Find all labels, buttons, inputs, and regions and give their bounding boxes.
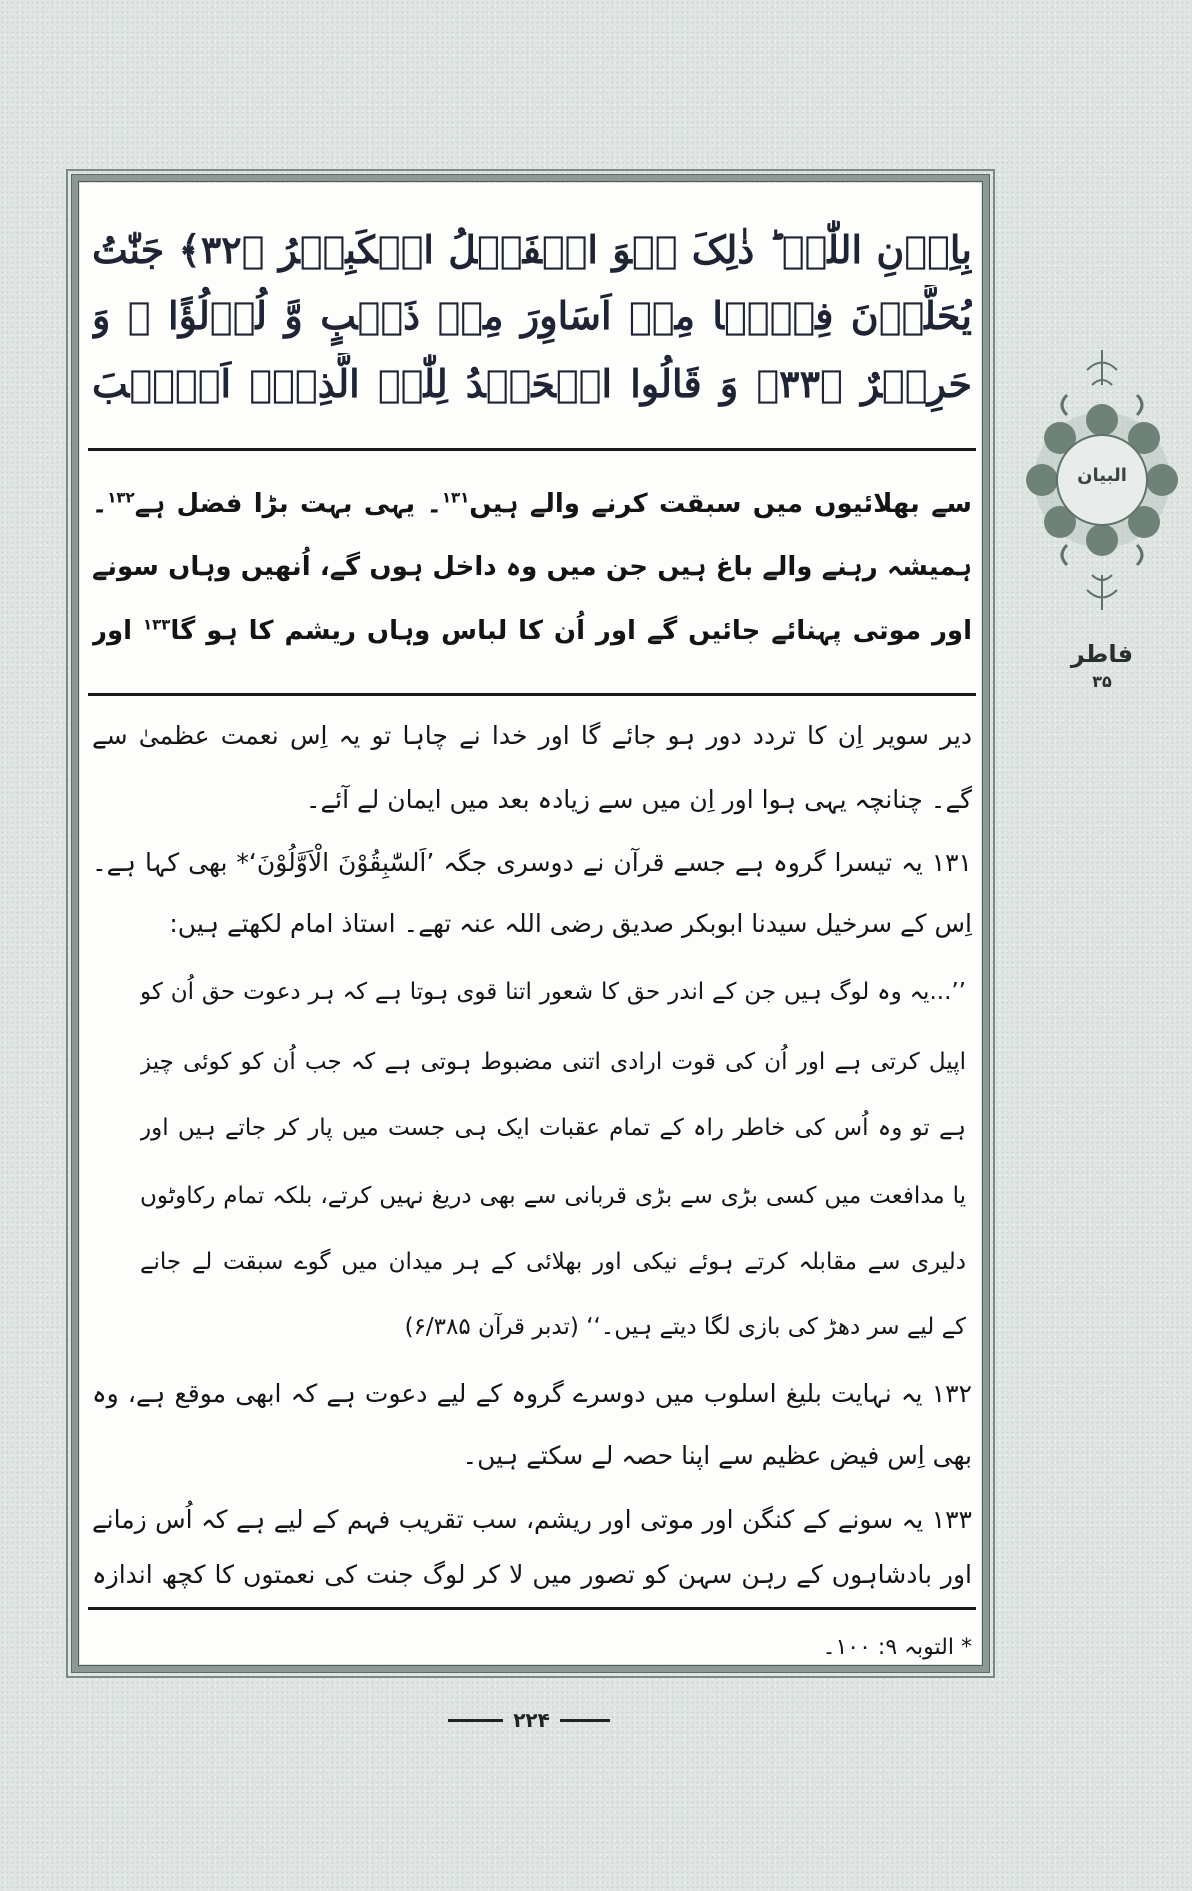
section-divider bbox=[88, 448, 976, 451]
translation-text: اور bbox=[92, 616, 133, 646]
surah-number: ۳۵ bbox=[1092, 672, 1112, 691]
note-marker: ۱۳۱ bbox=[441, 488, 470, 507]
commentary-note-133: ۱۳۳ یہ سونے کے کنگن اور موتی اور ریشم، سب تقریب فہم کے لیے ہے کہ اُس زمانے bbox=[92, 1505, 972, 1534]
note-marker: ۱۳۲ bbox=[107, 488, 135, 507]
translation-line bbox=[92, 479, 972, 529]
quran-line: یُحَلَّوۡنَ فِیۡہَا مِنۡ اَسَاوِرَ مِنۡ ذَہَبٍ وَّ لُؤۡلُؤًا ۚ وَ bbox=[92, 293, 972, 338]
footnote: * التوبہ ۹: ۱۰۰۔ bbox=[822, 1635, 972, 1660]
dash-decoration bbox=[448, 1719, 503, 1722]
quotation-line: اپیل کرتی ہے اور اُن کی قوت ارادی اتنی مضبوط ہوتی ہے کہ جب اُن کو کوئی چیز bbox=[140, 1049, 966, 1075]
translation-text: ۔ bbox=[92, 489, 108, 519]
surah-name: فاطر bbox=[1070, 640, 1134, 668]
translation-text: اور موتی پہنائے جائیں گے اور اُن کا لباس وہاں ریشم کا ہو گا bbox=[170, 616, 972, 646]
dash-decoration bbox=[560, 1719, 610, 1722]
quotation-line: ہے تو وہ اُس کی خاطر راہ کے تمام عقبات ایک ہی جست میں پار کر جاتے ہیں اور bbox=[140, 1115, 966, 1141]
page-number bbox=[441, 1705, 617, 1735]
quran-line: حَرِیۡرٌ ﴿۳۳﴾ وَ قَالُوا الۡحَمۡدُ لِلّٰہِ الَّذِیۡۤ اَذۡہَبَ bbox=[92, 361, 972, 406]
translation-line bbox=[92, 606, 972, 656]
footnote-divider bbox=[88, 1607, 976, 1610]
page-number-text: ۲۲۴ bbox=[513, 1708, 550, 1732]
commentary-line: دیر سویر اِن کا تردد دور ہو جائے گا اور خدا نے چاہا تو یہ اِس نعمت عظمیٰ سے bbox=[92, 721, 972, 750]
translation-text: سے بھلائیوں میں سبقت کرنے والے ہیں bbox=[469, 489, 972, 519]
quotation-line: دلیری سے مقابلہ کرتے ہوئے نیکی اور بھلائی کے ہر میدان میں گوے سبقت لے جانے bbox=[140, 1249, 966, 1275]
commentary-note-131: ۱۳۱ یہ تیسرا گروہ ہے جسے قرآن نے دوسری جگہ ’اَلسّٰبِقُوْنَ الْاَوَّلُوْنَ‘* بھی کہا ہے۔ bbox=[92, 848, 972, 877]
quotation-line: کے لیے سر دھڑ کی بازی لگا دیتے ہیں۔‘‘ (تدبر قرآن ۶/۳۸۵) bbox=[404, 1314, 966, 1340]
commentary-line: گے۔ چنانچہ یہی ہوا اور اِن میں سے زیادہ بعد میں ایمان لے آئے۔ bbox=[305, 785, 972, 814]
note-marker: ۱۳۳ bbox=[142, 615, 171, 634]
translation-text: ۔ یہی بہت بڑا فضل ہے bbox=[134, 489, 442, 519]
quran-line: بِاِذۡنِ اللّٰہِ ؕ ذٰلِکَ ہُوَ الۡفَضۡلُ الۡکَبِیۡرُ ﴿۳۲﴾ جَنّٰتُ bbox=[92, 227, 972, 272]
commentary-line: اِس کے سرخیل سیدنا ابوبکر صدیق رضی اللہ عنہ تھے۔ استاذ امام لکھتے ہیں: bbox=[169, 909, 972, 938]
translation-line: ہمیشہ رہنے والے باغ ہیں جن میں وہ داخل ہوں گے، اُنھیں وہاں سونے bbox=[92, 552, 972, 582]
commentary-line: بھی اِس فیض عظیم سے اپنا حصہ لے سکتے ہیں۔ bbox=[462, 1441, 972, 1470]
section-divider bbox=[88, 693, 976, 696]
quotation-line: یا مدافعت میں کسی بڑی سے بڑی قربانی سے بھی دریغ نہیں کرتے، بلکہ تمام رکاوٹوں bbox=[140, 1183, 966, 1209]
quotation-line: ’’...یہ وہ لوگ ہیں جن کے اندر حق کا شعور اتنا قوی ہوتا ہے کہ ہر دعوت حق اُن کو bbox=[140, 979, 966, 1005]
ornament-title: البیان bbox=[1077, 465, 1127, 486]
commentary-note-132: ۱۳۲ یہ نہایت بلیغ اسلوب میں دوسرے گروہ کے لیے دعوت ہے کہ ابھی موقع ہے، وہ bbox=[92, 1379, 972, 1408]
commentary-line: اور بادشاہوں کے رہن سہن کو تصور میں لا کر لوگ جنت کی نعمتوں کا کچھ اندازہ bbox=[92, 1560, 972, 1589]
